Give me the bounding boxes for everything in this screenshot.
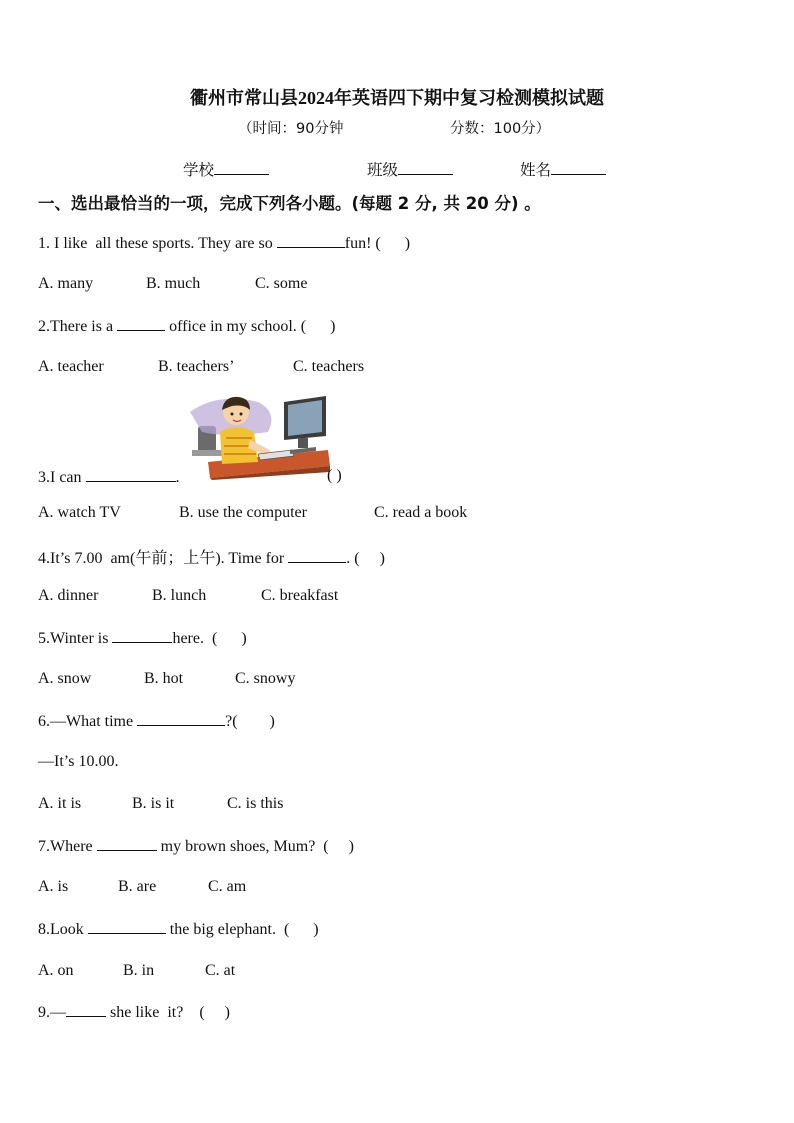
- q2-stem: 2.There is a: [38, 318, 118, 335]
- q2-option-a: A. teacher: [38, 358, 104, 375]
- q3-option-b: B. use the computer: [179, 504, 307, 521]
- q3-blank: [86, 467, 176, 482]
- q7-options: [38, 878, 246, 896]
- question-6: [38, 711, 275, 731]
- q2-tail: office in my school. ( ): [165, 318, 336, 335]
- q1-blank: [277, 233, 345, 248]
- q6-options: [38, 795, 283, 813]
- q1-stem: 1. I like all these sports. They are so: [38, 235, 277, 252]
- class-blank: [398, 160, 453, 175]
- q6-option-b: B. is it: [132, 795, 175, 812]
- q9-blank: [66, 1002, 106, 1017]
- q2-option-c: C. teachers: [293, 358, 365, 375]
- q8-option-b: B. in: [123, 962, 155, 979]
- q2-option-b: B. teachers’: [158, 358, 235, 375]
- exam-score: 分数：100分）: [450, 121, 551, 137]
- q2-blank: [117, 316, 165, 331]
- question-5: [38, 628, 247, 648]
- q5-option-a: A. snow: [38, 670, 92, 687]
- school-field: [183, 158, 269, 180]
- q5-options: [38, 670, 295, 688]
- q3-option-a: A. watch TV: [38, 504, 121, 521]
- q8-option-a: A. on: [38, 962, 74, 979]
- q6-blank: [137, 711, 225, 726]
- q9-tail: she like it? ( ): [106, 1004, 230, 1021]
- q2-options: [38, 358, 364, 376]
- name-blank: [551, 160, 606, 175]
- name-field: [520, 158, 606, 180]
- q8-stem: 8.Look: [38, 921, 88, 938]
- q8-blank: [88, 919, 166, 934]
- q6-option-a: A. it is: [38, 795, 82, 812]
- section-heading: 一、选出最恰当的一项，完成下列各小题。(每题 2 分, 共 20 分) 。: [38, 194, 541, 213]
- q5-option-c: C. snowy: [235, 670, 296, 687]
- name-label: 姓名: [520, 161, 552, 179]
- q5-tail: here. ( ): [172, 630, 247, 647]
- q4-options: [38, 587, 338, 605]
- q4-option-c: C. breakfast: [261, 587, 339, 604]
- q6-option-c: C. is this: [227, 795, 284, 812]
- q7-option-b: B. are: [118, 878, 157, 895]
- q6-answer-line: —It’s 10.00.: [38, 753, 119, 770]
- exam-time: （时间：90分钟: [238, 121, 344, 137]
- class-field: [367, 158, 453, 180]
- q1-option-b: B. much: [146, 275, 201, 292]
- q4-option-a: A. dinner: [38, 587, 99, 604]
- school-blank: [214, 160, 269, 175]
- q8-options: [38, 962, 235, 980]
- q8-option-c: C. at: [205, 962, 236, 979]
- q5-stem: 5.Winter is: [38, 630, 113, 647]
- q1-options: [38, 275, 307, 293]
- class-label: 班级: [367, 161, 399, 179]
- q3-option-c: C. read a book: [374, 504, 468, 521]
- q4-blank: [288, 548, 346, 563]
- q7-tail: my brown shoes, Mum? ( ): [156, 838, 354, 855]
- question-2: [38, 316, 335, 336]
- q8-tail: the big elephant. ( ): [165, 921, 319, 938]
- question-3: [38, 467, 180, 487]
- q9-stem: 9.—: [38, 1004, 66, 1021]
- q3-options: [38, 504, 467, 522]
- q6-stem: 6.—What time: [38, 713, 138, 730]
- q4-stem: 4.It’s 7.00 am(午前；上午). Time for: [38, 550, 289, 567]
- q3-tail: .: [175, 469, 180, 486]
- question-9: [38, 1002, 230, 1022]
- q5-option-b: B. hot: [144, 670, 184, 687]
- q7-option-a: A. is: [38, 878, 69, 895]
- question-1: [38, 233, 410, 253]
- q7-option-c: C. am: [208, 878, 247, 895]
- q1-tail: fun! ( ): [344, 235, 411, 252]
- page-title: 衢州市常山县2024年英语四下期中复习检测模拟试题: [190, 88, 604, 108]
- q4-tail: . ( ): [346, 550, 385, 567]
- q6-tail: ?( ): [225, 713, 275, 730]
- school-label: 学校: [183, 161, 215, 179]
- q5-blank: [112, 628, 172, 643]
- q1-option-a: A. many: [38, 275, 94, 292]
- q1-option-c: C. some: [255, 275, 308, 292]
- question-7: [38, 836, 354, 856]
- question-4: [38, 545, 385, 568]
- q3-paren: ( ): [327, 467, 342, 484]
- q7-blank: [97, 836, 157, 851]
- question-8: [38, 919, 319, 939]
- q3-stem: 3.I can: [38, 469, 86, 486]
- q4-option-b: B. lunch: [152, 587, 207, 604]
- q7-stem: 7.Where: [38, 838, 97, 855]
- boy-computer-illustration: [188, 392, 330, 480]
